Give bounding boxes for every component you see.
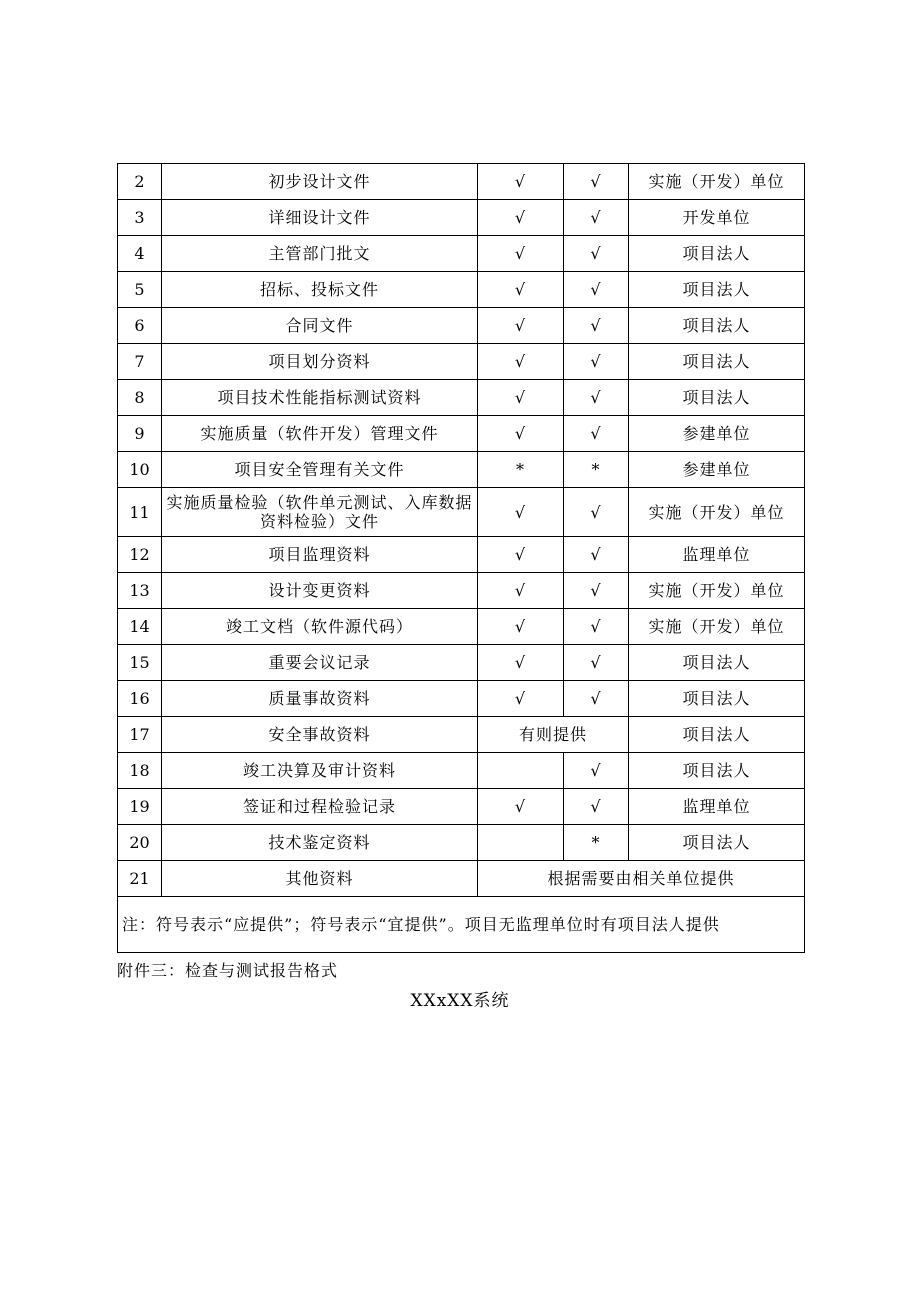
provide-mark-1: √ — [478, 537, 564, 573]
table-row — [118, 416, 805, 452]
document-name: 项目监理资料 — [162, 537, 478, 573]
responsible-unit: 项目法人 — [629, 236, 805, 272]
provide-mark-2: √ — [564, 609, 629, 645]
provide-mark-2: √ — [564, 308, 629, 344]
responsible-unit: 实施（开发）单位 — [629, 609, 805, 645]
document-name: 竣工决算及审计资料 — [162, 753, 478, 789]
responsible-unit: 项目法人 — [629, 380, 805, 416]
document-name: 主管部门批文 — [162, 236, 478, 272]
provide-mark-2: √ — [564, 380, 629, 416]
row-number: 4 — [118, 236, 162, 272]
provide-mark-2: √ — [564, 236, 629, 272]
table-row — [118, 609, 805, 645]
provide-mark-1: √ — [478, 380, 564, 416]
document-name: 重要会议记录 — [162, 645, 478, 681]
document-name: 招标、投标文件 — [162, 272, 478, 308]
provide-mark-1: √ — [478, 236, 564, 272]
responsible-unit: 项目法人 — [629, 717, 805, 753]
table-row — [118, 825, 805, 861]
row-number: 12 — [118, 537, 162, 573]
row-number: 15 — [118, 645, 162, 681]
merged-provider-note: 根据需要由相关单位提供 — [478, 861, 805, 897]
responsible-unit: 项目法人 — [629, 272, 805, 308]
merged-provide-cell: 有则提供 — [478, 717, 629, 753]
table-row — [118, 789, 805, 825]
row-number: 6 — [118, 308, 162, 344]
responsible-unit: 监理单位 — [629, 789, 805, 825]
document-name: 设计变更资料 — [162, 573, 478, 609]
provide-mark-1: √ — [478, 344, 564, 380]
document-name: 项目技术性能指标测试资料 — [162, 380, 478, 416]
row-number: 14 — [118, 609, 162, 645]
table-row — [118, 344, 805, 380]
provide-mark-2: * — [564, 452, 629, 488]
row-number: 3 — [118, 200, 162, 236]
row-number: 9 — [118, 416, 162, 452]
table-row — [118, 645, 805, 681]
responsible-unit: 项目法人 — [629, 753, 805, 789]
row-number: 21 — [118, 861, 162, 897]
provide-mark-1: √ — [478, 609, 564, 645]
row-number: 13 — [118, 573, 162, 609]
table-row — [118, 452, 805, 488]
provide-mark-1 — [478, 825, 564, 861]
document-name: 技术鉴定资料 — [162, 825, 478, 861]
provide-mark-2: √ — [564, 200, 629, 236]
provide-mark-2: * — [564, 825, 629, 861]
row-number: 17 — [118, 717, 162, 753]
table-row — [118, 236, 805, 272]
row-number: 10 — [118, 452, 162, 488]
responsible-unit: 项目法人 — [629, 681, 805, 717]
provide-mark-2: √ — [564, 344, 629, 380]
table-row — [118, 488, 805, 537]
provide-mark-2: √ — [564, 789, 629, 825]
row-number: 2 — [118, 164, 162, 200]
provide-mark-1: √ — [478, 164, 564, 200]
note-row — [118, 897, 805, 953]
provide-mark-2: √ — [564, 681, 629, 717]
responsible-unit: 项目法人 — [629, 344, 805, 380]
document-name: 项目划分资料 — [162, 344, 478, 380]
document-name: 竣工文档（软件源代码） — [162, 609, 478, 645]
document-name: 合同文件 — [162, 308, 478, 344]
system-title: XXxXX系统 — [410, 991, 510, 1011]
table-row — [118, 272, 805, 308]
provide-mark-1: √ — [478, 272, 564, 308]
provide-mark-2: √ — [564, 753, 629, 789]
responsible-unit: 开发单位 — [629, 200, 805, 236]
provide-mark-1: √ — [478, 488, 564, 537]
responsible-unit: 项目法人 — [629, 308, 805, 344]
document-name: 初步设计文件 — [162, 164, 478, 200]
responsible-unit: 项目法人 — [629, 645, 805, 681]
responsible-unit: 实施（开发）单位 — [629, 573, 805, 609]
responsible-unit: 参建单位 — [629, 416, 805, 452]
row-number: 16 — [118, 681, 162, 717]
document-name: 其他资料 — [162, 861, 478, 897]
provide-mark-2: √ — [564, 488, 629, 537]
document-name: 签证和过程检验记录 — [162, 789, 478, 825]
provide-mark-2: √ — [564, 645, 629, 681]
provide-mark-1: √ — [478, 573, 564, 609]
table-row — [118, 308, 805, 344]
provide-mark-1: √ — [478, 789, 564, 825]
responsible-unit: 项目法人 — [629, 825, 805, 861]
annex-title: 附件三：检查与测试报告格式 — [117, 961, 339, 980]
provide-mark-1: √ — [478, 645, 564, 681]
document-name: 实施质量检验（软件单元测试、入库数据资料检验）文件 — [162, 488, 478, 537]
document-name: 实施质量（软件开发）管理文件 — [162, 416, 478, 452]
row-number: 18 — [118, 753, 162, 789]
document-name: 项目安全管理有关文件 — [162, 452, 478, 488]
provide-mark-2: √ — [564, 573, 629, 609]
table-row — [118, 573, 805, 609]
row-number: 8 — [118, 380, 162, 416]
responsible-unit: 实施（开发）单位 — [629, 488, 805, 537]
provide-mark-1 — [478, 753, 564, 789]
table-row — [118, 681, 805, 717]
table-row — [118, 717, 805, 753]
table-row — [118, 200, 805, 236]
provide-mark-1: √ — [478, 416, 564, 452]
table-row — [118, 380, 805, 416]
row-number: 5 — [118, 272, 162, 308]
provide-mark-2: √ — [564, 164, 629, 200]
row-number: 11 — [118, 488, 162, 537]
table-row — [118, 164, 805, 200]
provide-mark-1: * — [478, 452, 564, 488]
provide-mark-2: √ — [564, 537, 629, 573]
table-row — [118, 537, 805, 573]
table-body — [118, 164, 805, 953]
row-number: 7 — [118, 344, 162, 380]
responsible-unit: 监理单位 — [629, 537, 805, 573]
responsible-unit: 参建单位 — [629, 452, 805, 488]
provide-mark-1: √ — [478, 681, 564, 717]
document-name: 质量事故资料 — [162, 681, 478, 717]
provide-mark-1: √ — [478, 308, 564, 344]
document-name: 详细设计文件 — [162, 200, 478, 236]
table-row — [118, 861, 805, 897]
provide-mark-1: √ — [478, 200, 564, 236]
document-table — [117, 163, 805, 953]
provide-mark-2: √ — [564, 416, 629, 452]
document-name: 安全事故资料 — [162, 717, 478, 753]
row-number: 20 — [118, 825, 162, 861]
table-note: 注：符号表示“应提供”；符号表示“宜提供”。项目无监理单位时有项目法人提供 — [118, 897, 805, 953]
responsible-unit: 实施（开发）单位 — [629, 164, 805, 200]
row-number: 19 — [118, 789, 162, 825]
provide-mark-2: √ — [564, 272, 629, 308]
table-row — [118, 753, 805, 789]
